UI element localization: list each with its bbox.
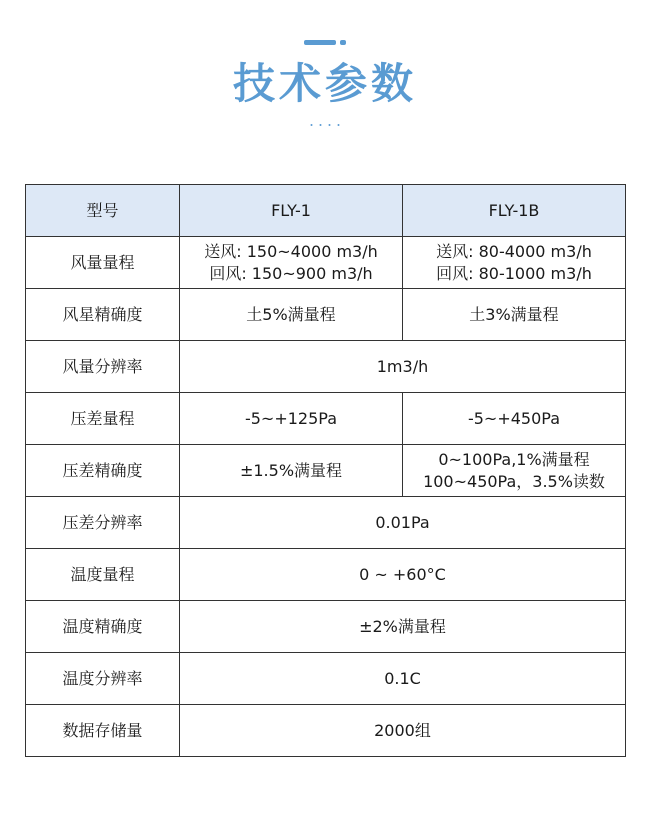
- cell-value: ±2%满量程: [180, 601, 626, 653]
- decoration-dot: [340, 40, 346, 45]
- page-title: 技术参数: [232, 59, 417, 108]
- cell-value: 1m3/h: [180, 341, 626, 393]
- table-row: [26, 237, 626, 289]
- table-row: [26, 601, 626, 653]
- table-row: [26, 705, 626, 757]
- spec-table: [25, 184, 626, 757]
- cell-value: -5~+125Pa: [180, 393, 403, 445]
- decoration-dot: [320, 124, 322, 126]
- title-decoration-top: [304, 40, 346, 45]
- cell-value: [403, 237, 626, 289]
- table-row: [26, 393, 626, 445]
- table-row: [26, 445, 626, 497]
- table-row: [26, 341, 626, 393]
- cell-value: ±1.5%满量程: [180, 445, 403, 497]
- cell-value: [403, 445, 626, 497]
- cell-value: 土5%满量程: [180, 289, 403, 341]
- title-decoration-dots: [311, 124, 340, 126]
- decoration-dot: [329, 124, 331, 126]
- cell-line: 送风: 80-4000 m3/h: [436, 241, 592, 261]
- header-model-a: FLY-1: [180, 185, 403, 237]
- cell-line: 回风: 150~900 m3/h: [209, 263, 373, 283]
- header-model-b: FLY-1B: [403, 185, 626, 237]
- cell-value: 0.1C: [180, 653, 626, 705]
- cell-line: 0~100Pa,1%满量程: [438, 449, 590, 469]
- cell-value: 土3%满量程: [403, 289, 626, 341]
- row-label: 温度精确度: [26, 601, 180, 653]
- cell-line: 送风: 150~4000 m3/h: [204, 241, 378, 261]
- cell-value: 2000组: [180, 705, 626, 757]
- table-row: [26, 653, 626, 705]
- cell-line: 100~450Pa，3.5%读数: [423, 471, 605, 491]
- cell-line: 回风: 80-1000 m3/h: [436, 263, 592, 283]
- cell-value: [180, 237, 403, 289]
- row-label: 风星精确度: [26, 289, 180, 341]
- row-label: 风量量程: [26, 237, 180, 289]
- table-header-row: [26, 185, 626, 237]
- row-label: 压差分辨率: [26, 497, 180, 549]
- decoration-bar: [304, 40, 336, 45]
- row-label: 温度量程: [26, 549, 180, 601]
- row-label: 温度分辨率: [26, 653, 180, 705]
- row-label: 压差精确度: [26, 445, 180, 497]
- row-label: 数据存储量: [26, 705, 180, 757]
- row-label: 风量分辨率: [26, 341, 180, 393]
- header-model: 型号: [26, 185, 180, 237]
- table-row: [26, 289, 626, 341]
- row-label: 压差量程: [26, 393, 180, 445]
- decoration-dot: [338, 124, 340, 126]
- cell-value: 0.01Pa: [180, 497, 626, 549]
- decoration-dot: [311, 124, 313, 126]
- cell-value: -5~+450Pa: [403, 393, 626, 445]
- table-row: [26, 549, 626, 601]
- table-row: [26, 497, 626, 549]
- cell-value: 0 ~ +60°C: [180, 549, 626, 601]
